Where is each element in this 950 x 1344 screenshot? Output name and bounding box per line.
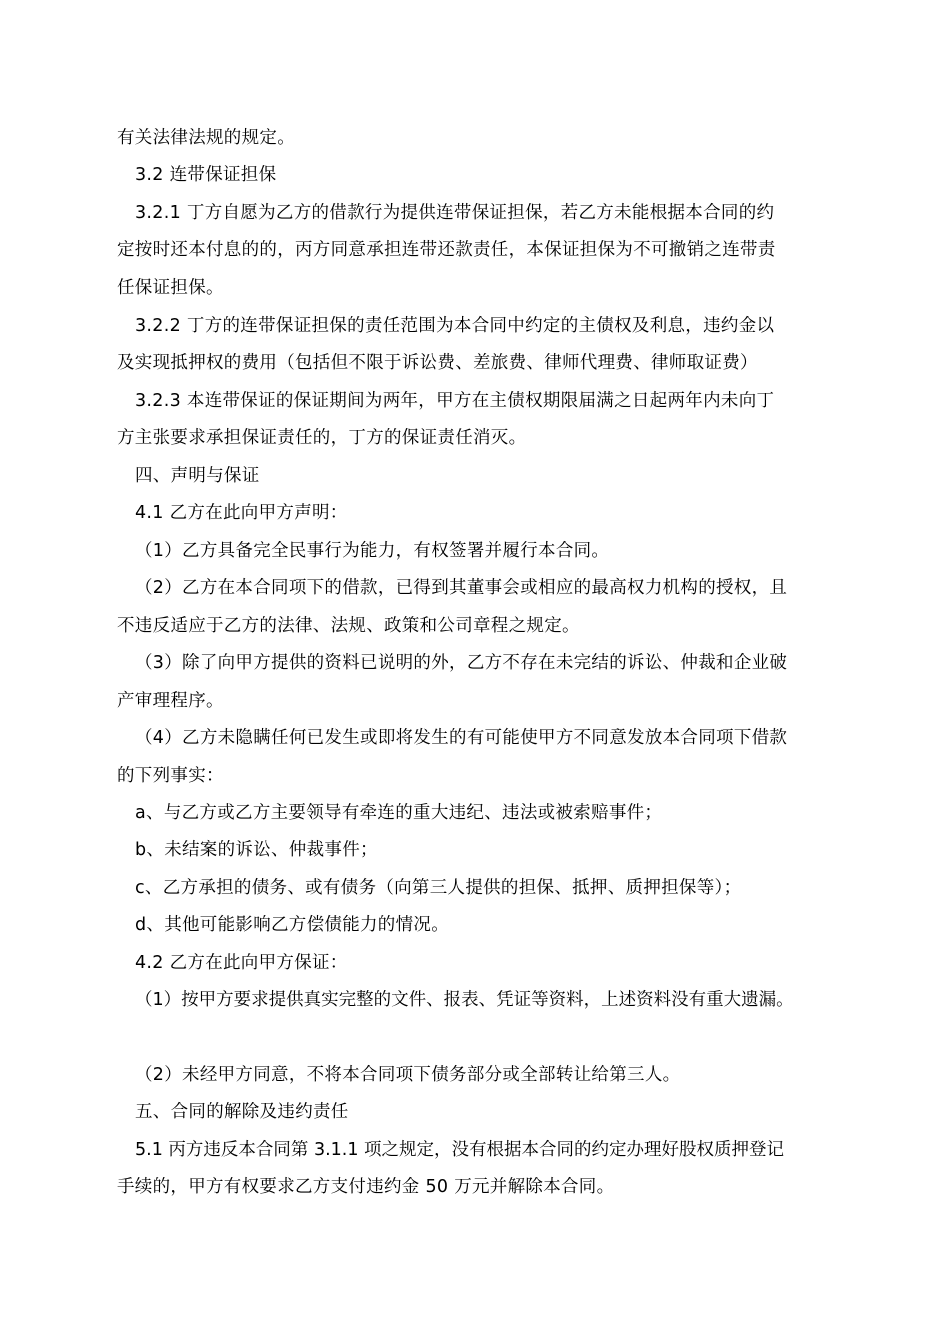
text-line: 3.2.2 丁方的连带保证担保的责任范围为本合同中约定的主债权及利息，违约金以 <box>135 316 775 336</box>
text-line: 5.1 丙方违反本合同第 3.1.1 项之规定，没有根据本合同的约定办理好股权质押登记 <box>135 1140 785 1160</box>
section-heading: 五、合同的解除及违约责任 <box>135 1102 349 1122</box>
text-line: （1）按甲方要求提供真实完整的文件、报表、凭证等资料，上述资料没有重大遗漏。 <box>135 990 794 1010</box>
text-line: 定按时还本付息的的，丙方同意承担连带还款责任，本保证担保为不可撤销之连带责 <box>117 240 776 260</box>
section-heading: 四、声明与保证 <box>135 466 260 486</box>
section-heading: 3.2 连带保证担保 <box>135 165 277 185</box>
text-line: 3.2.1 丁方自愿为乙方的借款行为提供连带保证担保，若乙方未能根据本合同的约 <box>135 203 775 223</box>
text-line: （4）乙方未隐瞒任何已发生或即将发生的有可能使甲方不同意发放本合同项下借款 <box>135 728 788 748</box>
text-line: 的下列事实： <box>117 766 224 786</box>
text-line: 不违反适应于乙方的法律、法规、政策和公司章程之规定。 <box>117 616 580 636</box>
text-line: （3）除了向甲方提供的资料已说明的外，乙方不存在未完结的诉讼、仲裁和企业破 <box>135 653 788 673</box>
text-line: （2）乙方在本合同项下的借款，已得到其董事会或相应的最高权力机构的授权，且 <box>135 578 788 598</box>
list-item: b、未结案的诉讼、仲裁事件； <box>135 840 378 860</box>
text-line: 方主张要求承担保证责任的，丁方的保证责任消灭。 <box>117 428 527 448</box>
text-line: （2）未经甲方同意，不将本合同项下债务部分或全部转让给第三人。 <box>135 1065 681 1085</box>
text-line: 有关法律法规的规定。 <box>117 128 295 148</box>
section-heading: 4.2 乙方在此向甲方保证： <box>135 953 348 973</box>
text-line: 产审理程序。 <box>117 691 224 711</box>
text-line: 3.2.3 本连带保证的保证期间为两年，甲方在主债权期限届满之日起两年内未向丁 <box>135 391 775 411</box>
section-heading: 4.1 乙方在此向甲方声明： <box>135 503 348 523</box>
text-line: 手续的，甲方有权要求乙方支付违约金 50 万元并解除本合同。 <box>117 1177 615 1197</box>
text-line: 及实现抵押权的费用（包括但不限于诉讼费、差旅费、律师代理费、律师取证费） <box>117 353 758 373</box>
list-item: a、与乙方或乙方主要领导有牵连的重大违纪、违法或被索赔事件； <box>135 803 663 823</box>
text-line: 任保证担保。 <box>117 278 224 298</box>
list-item: d、其他可能影响乙方偿债能力的情况。 <box>135 915 450 935</box>
list-item: c、乙方承担的债务、或有债务（向第三人提供的担保、抵押、质押担保等）； <box>135 878 742 898</box>
text-line: （1）乙方具备完全民事行为能力，有权签署并履行本合同。 <box>135 541 610 561</box>
